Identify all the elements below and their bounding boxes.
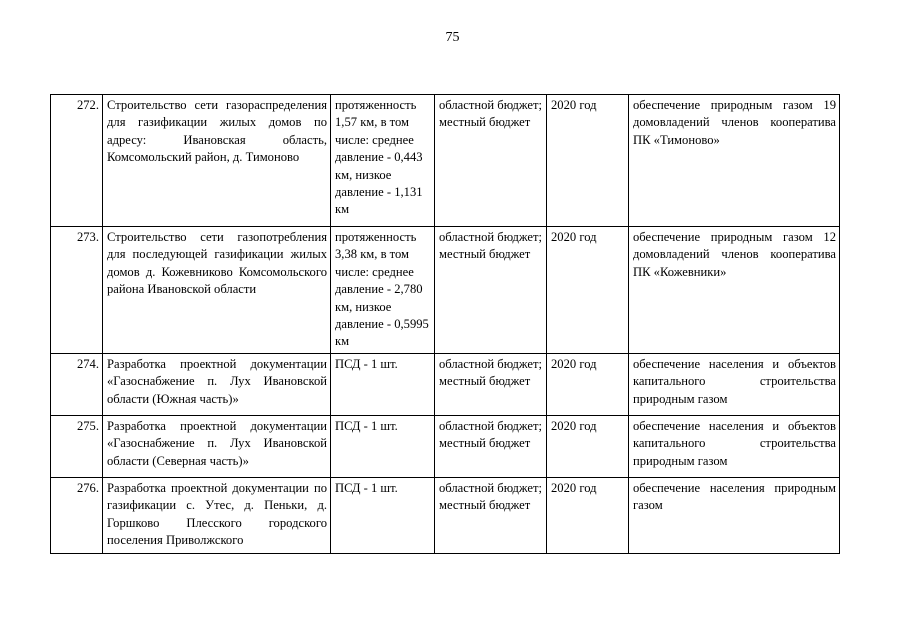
implementation-year: 2020 год bbox=[547, 415, 629, 477]
expected-result: обеспечение населения и объектов капитального строительства природным газом bbox=[629, 415, 840, 477]
funding-source: областной бюджет; местный бюджет bbox=[435, 353, 547, 415]
measure-name: Строительство сети газопотребления для последующей газификации жилых домов д. Кожевниково Комсомольского района Ивановской области bbox=[103, 227, 331, 354]
expected-result: обеспечение природным газом 12 домовладений членов кооператива ПК «Кожевники» bbox=[629, 227, 840, 354]
measure-name: Разработка проектной документации «Газоснабжение п. Лух Ивановской области (Южная часть)» bbox=[103, 353, 331, 415]
row-number: 275. bbox=[51, 415, 103, 477]
measure-name: Разработка проектной документации по газификации с. Утес, д. Пеньки, д. Горшково Плесского городского поселения Приволжского bbox=[103, 477, 331, 553]
expected-result: обеспечение населения и объектов капитального строительства природным газом bbox=[629, 353, 840, 415]
measure-name: Строительство сети газораспределения для газификации жилых домов по адресу: Ивановская область, Комсомольский район, д. Тимоново bbox=[103, 95, 331, 227]
funding-source: областной бюджет; местный бюджет bbox=[435, 415, 547, 477]
implementation-year: 2020 год bbox=[547, 477, 629, 553]
row-number: 272. bbox=[51, 95, 103, 227]
row-number: 276. bbox=[51, 477, 103, 553]
table-row bbox=[51, 227, 840, 354]
measure-volume: ПСД - 1 шт. bbox=[331, 415, 435, 477]
measure-volume: протяженность 1,57 км, в том числе: среднее давление - 0,443 км, низкое давление - 1,131 км bbox=[331, 95, 435, 227]
measure-volume: ПСД - 1 шт. bbox=[331, 353, 435, 415]
table-row bbox=[51, 95, 840, 227]
table-row bbox=[51, 415, 840, 477]
funding-source: областной бюджет; местный бюджет bbox=[435, 95, 547, 227]
row-number: 274. bbox=[51, 353, 103, 415]
table-row bbox=[51, 353, 840, 415]
measure-volume: ПСД - 1 шт. bbox=[331, 477, 435, 553]
measures-table bbox=[50, 94, 840, 554]
page-number: 75 bbox=[445, 30, 460, 45]
funding-source: областной бюджет; местный бюджет bbox=[435, 477, 547, 553]
table-row bbox=[51, 477, 840, 553]
measure-volume: протяженность 3,38 км, в том числе: среднее давление - 2,780 км, низкое давление - 0,5995 км bbox=[331, 227, 435, 354]
row-number: 273. bbox=[51, 227, 103, 354]
implementation-year: 2020 год bbox=[547, 227, 629, 354]
expected-result: обеспечение природным газом 19 домовладений членов кооператива ПК «Тимоново» bbox=[629, 95, 840, 227]
implementation-year: 2020 год bbox=[547, 95, 629, 227]
funding-source: областной бюджет; местный бюджет bbox=[435, 227, 547, 354]
expected-result: обеспечение населения природным газом bbox=[629, 477, 840, 553]
implementation-year: 2020 год bbox=[547, 353, 629, 415]
measure-name: Разработка проектной документации «Газоснабжение п. Лух Ивановской области (Северная часть)» bbox=[103, 415, 331, 477]
